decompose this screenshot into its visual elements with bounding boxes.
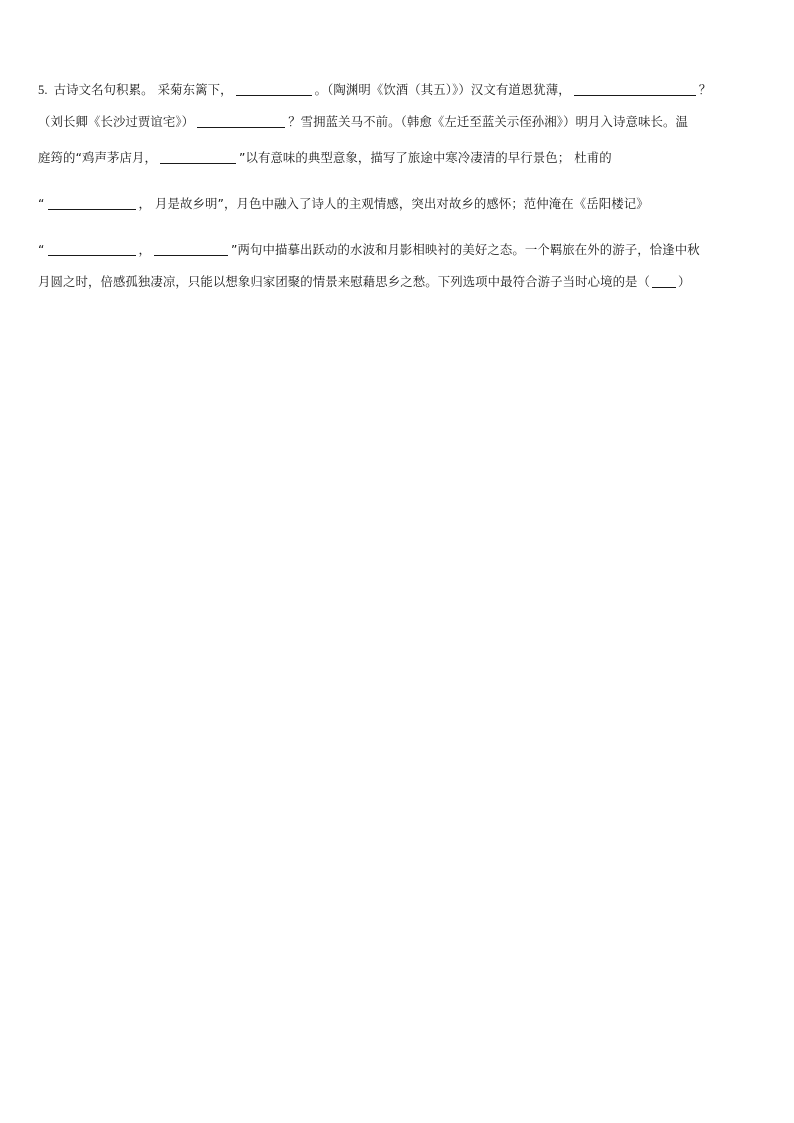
text-segment: 庭筠的“鸡声茅店月， [38, 150, 157, 165]
answer-blank-2[interactable] [574, 83, 696, 96]
answer-blank-1[interactable] [236, 83, 312, 96]
text-segment: “ [38, 242, 45, 257]
text-segment: ） [678, 274, 691, 289]
answer-blank-4[interactable] [160, 151, 236, 164]
question-line-5 [38, 242, 758, 258]
text-segment: 月圆之时，倍感孤独凄凉，只能以想象归家团聚的情景来慰藉思乡之愁。下列选项中最符合游子当时心境的是（ [38, 274, 651, 289]
question-line-4 [38, 196, 758, 212]
question-line-2 [38, 114, 758, 130]
text-segment: ， [138, 242, 152, 257]
answer-blank-7[interactable] [154, 243, 228, 256]
question-number: 5. [38, 83, 48, 97]
text-segment: ”以有意味的典型意象，描写了旅途中寒冷凄清的早行景色； 杜甫的 [238, 150, 612, 165]
text-segment: 。（陶渊明《饮酒（其五）》）汉文有道恩犹薄， [314, 82, 571, 97]
text-segment: ， 月是故乡明”，月色中融入了诗人的主观情感，突出对故乡的感怀；范仲淹在《岳阳楼记》 [138, 196, 649, 211]
text-segment: ”两句中描摹出跃动的水波和月影相映衬的美好之态。一个羁旅在外的游子，恰逢中秋 [231, 242, 700, 257]
answer-blank-3[interactable] [197, 115, 285, 128]
question-line-6 [38, 274, 758, 290]
question-line-1 [38, 82, 758, 98]
answer-choice-blank[interactable] [652, 275, 676, 288]
answer-blank-5[interactable] [48, 197, 136, 210]
text-segment: “ [38, 196, 45, 211]
text-segment: （刘长卿《长沙过贾谊宅》） [38, 114, 195, 129]
text-segment: ？ [698, 82, 712, 97]
answer-blank-6[interactable] [48, 243, 136, 256]
question-line-3 [38, 150, 758, 166]
text-segment: 古诗文名句积累。 采菊东篱下， [53, 82, 233, 97]
text-segment: ？雪拥蓝关马不前。（韩愈《左迁至蓝关示侄孙湘》）明月入诗意味长。温 [288, 114, 688, 129]
